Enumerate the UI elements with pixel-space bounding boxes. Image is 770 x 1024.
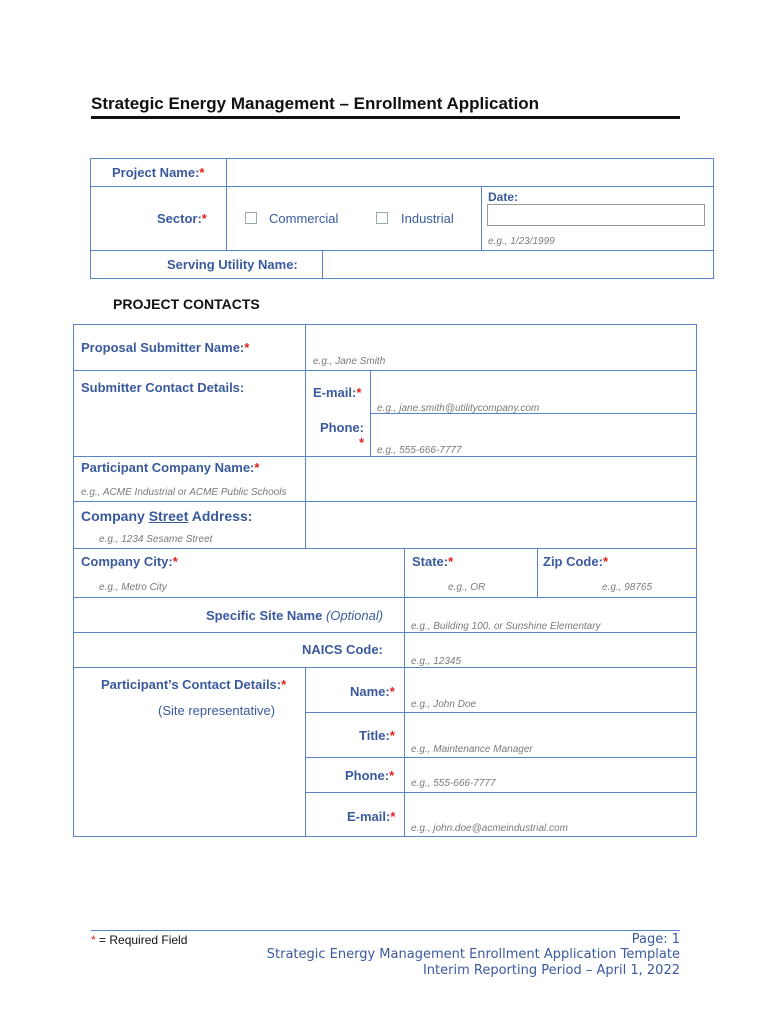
naics-hint[interactable]: e.g., 12345 <box>411 656 462 667</box>
street-input[interactable] <box>307 503 695 547</box>
divider <box>404 548 405 597</box>
footer-page: Page: 1 <box>631 932 680 947</box>
divider <box>305 324 306 548</box>
commercial-checkbox[interactable] <box>245 212 257 224</box>
zip-hint[interactable]: e.g., 98765 <box>602 582 653 593</box>
footer-rule <box>91 930 680 931</box>
divider <box>305 667 306 837</box>
p-phone-label: Phone:* <box>345 768 395 783</box>
p-phone-hint[interactable]: e.g., 555-666-7777 <box>411 778 496 789</box>
naics-label: NAICS Code: <box>302 642 383 657</box>
utility-label: Serving Utility Name: <box>167 257 298 272</box>
company-name-label: Participant Company Name:* <box>81 460 260 475</box>
divider <box>370 370 371 456</box>
industrial-checkbox[interactable] <box>376 212 388 224</box>
divider <box>73 370 697 371</box>
industrial-label: Industrial <box>401 211 454 226</box>
p-email-hint[interactable]: e.g., john.doe@acmeindustrial.com <box>411 823 568 834</box>
divider <box>73 456 697 457</box>
required-note: * = Required Field <box>91 933 188 947</box>
divider <box>481 186 482 250</box>
submitter-name-label: Proposal Submitter Name:* <box>81 340 250 355</box>
street-hint: e.g., 1234 Sesame Street <box>99 534 213 545</box>
participant-sub: (Site representative) <box>158 703 276 718</box>
divider <box>537 548 538 597</box>
p-title-label: Title:* <box>359 728 395 743</box>
company-name-hint: e.g., ACME Industrial or ACME Public Schools <box>81 487 287 498</box>
zip-label: Zip Code:* <box>543 554 608 569</box>
page-title: Strategic Energy Management – Enrollment Application <box>91 94 540 113</box>
sector-label: Sector:* <box>157 211 207 226</box>
p-email-label: E-mail:* <box>347 809 396 824</box>
footer-line2: Interim Reporting Period – April 1, 2022 <box>422 963 680 978</box>
divider <box>73 667 697 668</box>
street-label: Company Street Address: <box>81 508 253 524</box>
divider <box>305 757 697 758</box>
divider <box>73 501 697 502</box>
date-hint: e.g., 1/23/1999 <box>488 236 555 247</box>
submitter-email-hint[interactable]: e.g., jane.smith@utilitycompany.com <box>377 403 540 414</box>
commercial-label: Commercial <box>269 211 339 226</box>
divider <box>404 597 405 667</box>
divider <box>73 632 697 633</box>
date-input[interactable] <box>487 204 705 226</box>
divider <box>73 597 697 598</box>
divider <box>73 548 697 549</box>
submitter-details-label: Submitter Contact Details: <box>81 380 245 395</box>
p-title-hint[interactable]: e.g., Maintenance Manager <box>411 744 533 755</box>
site-hint[interactable]: e.g., Building 100, or Sunshine Elementary <box>411 621 601 632</box>
submitter-name-hint[interactable]: e.g., Jane Smith <box>313 356 386 367</box>
submitter-phone-label: Phone: * <box>319 420 364 450</box>
state-label: State:* <box>412 554 454 569</box>
submitter-email-label: E-mail:* <box>313 385 362 400</box>
footer-line1: Strategic Energy Management Enrollment Application Template <box>266 947 680 962</box>
contacts-table <box>73 324 697 837</box>
submitter-phone-hint[interactable]: e.g., 555-666-7777 <box>377 445 462 456</box>
divider <box>322 250 323 279</box>
divider <box>226 158 227 250</box>
divider <box>90 250 714 251</box>
project-name-input[interactable] <box>228 160 712 185</box>
section-title: PROJECT CONTACTS <box>113 296 260 312</box>
p-name-label: Name:* <box>350 684 395 699</box>
divider <box>404 667 405 837</box>
company-name-input[interactable] <box>307 458 695 500</box>
site-label: Specific Site Name (Optional) <box>206 608 384 623</box>
city-label: Company City:* <box>81 554 178 569</box>
title-underline <box>91 116 680 119</box>
p-name-hint[interactable]: e.g., John Doe <box>411 699 477 710</box>
state-hint[interactable]: e.g., OR <box>448 582 486 593</box>
city-hint[interactable]: e.g., Metro City <box>99 582 167 593</box>
divider <box>305 712 697 713</box>
date-label: Date: <box>488 190 519 204</box>
divider <box>90 186 714 187</box>
participant-label: Participant’s Contact Details:* <box>101 677 287 692</box>
project-name-label: Project Name:* <box>112 165 205 180</box>
utility-input[interactable] <box>324 252 712 277</box>
divider <box>305 792 697 793</box>
